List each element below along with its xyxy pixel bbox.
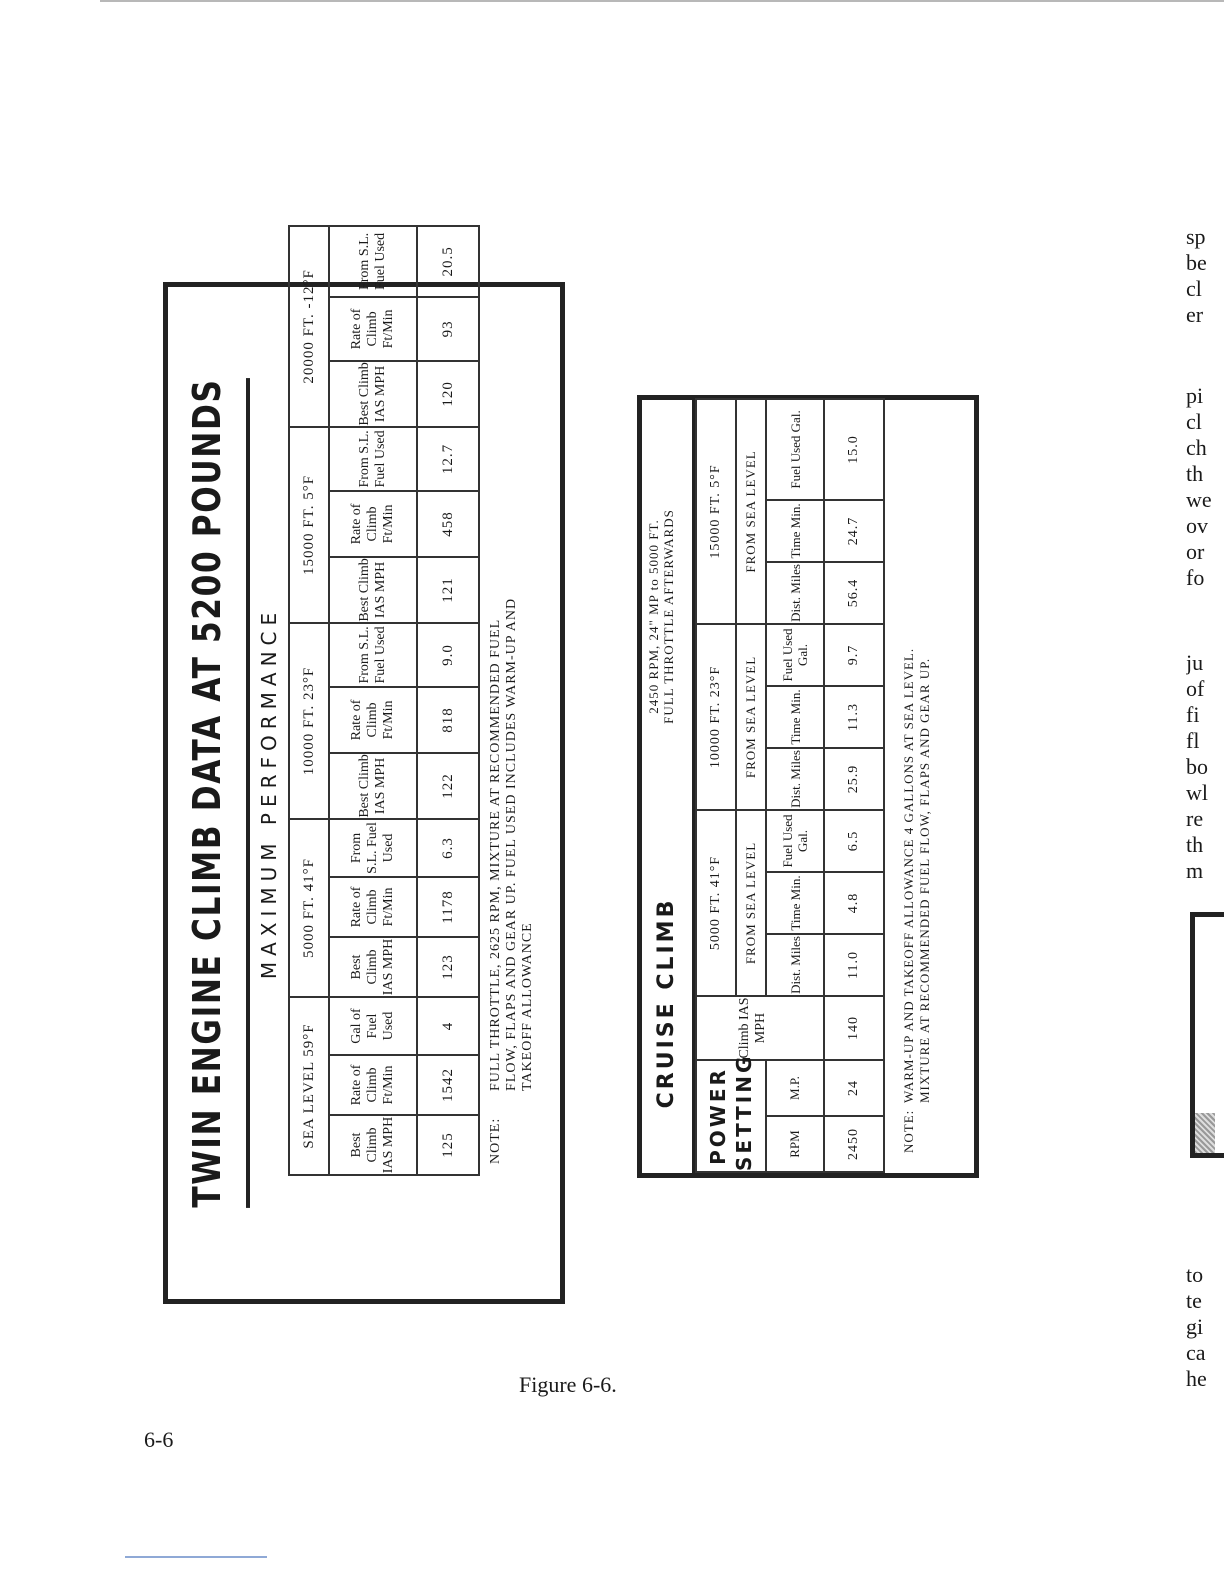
climb-table-title: TWIN ENGINE CLIMB DATA AT 5200 POUNDS [168, 378, 250, 1208]
side-text-line: ch [1186, 435, 1207, 460]
column-header: Dist. Miles [766, 934, 824, 996]
group-header: 5000 FT. 41°F [696, 810, 736, 996]
column-header: Rate of Climb Ft/Min [329, 687, 417, 753]
column-header: Rate of Climb Ft/Min [329, 491, 417, 557]
side-text-line: re [1186, 806, 1204, 831]
from-sea-level: FROM SEA LEVEL [736, 810, 766, 996]
column-header: From S.L. Fuel Used [329, 623, 417, 687]
side-text-block [1186, 1262, 1224, 1392]
table-cell: 4.8 [824, 872, 884, 934]
table-cell: 24.7 [824, 500, 884, 562]
table-cell: 15.0 [824, 399, 884, 500]
climb-grid [288, 225, 480, 1176]
table-cell: 122 [417, 753, 479, 819]
climb-data-table [163, 232, 565, 1304]
side-text-line: fo [1186, 565, 1205, 590]
side-text-line: fi [1186, 702, 1200, 727]
climb-note [480, 287, 536, 1299]
column-header: Dist. Miles [766, 562, 824, 624]
cruise-grid [695, 398, 885, 1173]
table-cell: 2450 [824, 1116, 884, 1172]
side-text-line: m [1186, 858, 1204, 883]
column-header: Rate of Climb Ft/Min [329, 877, 417, 937]
condition-line: FULL THROTTLE AFTERWARDS [661, 509, 676, 724]
side-text-line: to [1186, 1262, 1204, 1287]
side-text-block [1186, 224, 1224, 328]
column-header: Fuel Used Gal. [766, 810, 824, 872]
column-header: Time Min. [766, 686, 824, 748]
group-header: 10000 FT. 23°F [289, 623, 329, 819]
column-header: From S.L. Fuel Used [329, 819, 417, 877]
column-header: From S.L. Fuel Used [329, 427, 417, 491]
cruise-conditions [642, 400, 692, 833]
bottom-rule [125, 1556, 267, 1558]
column-header: Best Climb IAS MPH [329, 937, 417, 997]
table-cell: 20.5 [417, 226, 479, 297]
column-header: Dist. Miles [766, 748, 824, 810]
side-text-line: sp [1186, 224, 1206, 249]
table-cell: 818 [417, 687, 479, 753]
table-cell: 140 [824, 996, 884, 1060]
side-text-line: ca [1186, 1340, 1206, 1365]
group-header: 15000 FT. 5°F [289, 427, 329, 623]
group-header: 10000 FT. 23°F [696, 624, 736, 810]
setting-title: SETTING [732, 1053, 756, 1171]
table-cell: 1542 [417, 1055, 479, 1115]
column-header: Gal of Fuel Used [329, 997, 417, 1055]
column-header: Time Min. [766, 872, 824, 934]
column-header: Best Climb IAS MPH [329, 1115, 417, 1175]
column-header: Rate of Climb Ft/Min [329, 1055, 417, 1115]
group-header: 20000 FT. -12°F [289, 226, 329, 427]
column-header: Best Climb IAS MPH [329, 557, 417, 623]
group-header: SEA LEVEL 59°F [289, 997, 329, 1175]
side-text-line: th [1186, 832, 1204, 857]
group-header: 15000 FT. 5°F [696, 399, 736, 624]
note-label: NOTE: [488, 1117, 503, 1164]
table-cell: 24 [824, 1060, 884, 1116]
side-text-line: cl [1186, 276, 1202, 301]
side-text-line: fl [1186, 728, 1200, 753]
table-cell: 25.9 [824, 748, 884, 810]
side-text-line: we [1186, 487, 1212, 512]
side-text-line: th [1186, 461, 1204, 486]
figure-caption: Figure 6-6. [519, 1372, 617, 1397]
cruise-climb-table [637, 395, 979, 1178]
column-header: Rate of Climb Ft/Min [329, 297, 417, 361]
side-text-line: ju [1186, 650, 1204, 675]
note-text: FULL THROTTLE, 2625 RPM, MIXTURE AT RECOMMENDED FUEL FLOW, FLAPS AND GEAR UP. FUEL USED INCLUDES WARM-UP AND TAKEOFF ALLOWANCE [488, 597, 535, 1091]
side-text-line: cl [1186, 409, 1202, 434]
top-rule [100, 0, 1224, 2]
note-line: MIXTURE AT RECOMMENDED FUEL FLOW, FLAPS AND GEAR UP. [917, 657, 932, 1103]
rpm-header: RPM [766, 1116, 824, 1172]
from-sea-level: FROM SEA LEVEL [736, 624, 766, 810]
table-cell: 9.0 [417, 623, 479, 687]
table-cell: 120 [417, 361, 479, 427]
column-header: From S.L. Fuel Used [329, 226, 417, 297]
cruise-title-row [642, 400, 695, 1173]
table-cell: 56.4 [824, 562, 884, 624]
side-text-line: wl [1186, 780, 1208, 805]
cruise-note [885, 400, 933, 1173]
condition-line: 2450 RPM, 24" MP to 5000 FT. [646, 519, 661, 714]
side-text-line: of [1186, 676, 1205, 701]
side-text-line: gi [1186, 1314, 1204, 1339]
side-text-line: or [1186, 539, 1205, 564]
mp-header: M.P. [766, 1060, 824, 1116]
note-line: WARM-UP AND TAKEOFF ALLOWANCE 4 GALLONS AT SEA LEVEL. [901, 647, 916, 1103]
table-cell: 93 [417, 297, 479, 361]
side-figure-box [1190, 912, 1224, 1158]
side-text-line: he [1186, 1366, 1207, 1391]
column-header: Best Climb IAS MPH [329, 753, 417, 819]
table-cell: 12.7 [417, 427, 479, 491]
table-cell: 11.3 [824, 686, 884, 748]
side-text-block [1186, 383, 1224, 591]
page-number: 6-6 [144, 1427, 174, 1452]
table-cell: 458 [417, 491, 479, 557]
power-title: POWER [706, 1067, 730, 1165]
table-cell: 4 [417, 997, 479, 1055]
side-text-line: ov [1186, 513, 1208, 538]
side-text-line: pi [1186, 383, 1204, 408]
note-label: NOTE: [901, 1109, 916, 1153]
side-text-block [1186, 650, 1224, 884]
cruise-table-title: CRUISE CLIMB [654, 897, 679, 1109]
table-cell: 11.0 [824, 934, 884, 996]
column-header: Time Min. [766, 500, 824, 562]
side-text-line: be [1186, 250, 1207, 275]
side-text-line: er [1186, 302, 1204, 327]
power-setting-header [696, 1053, 766, 1172]
climb-ias-header: Climb IAS MPH [696, 996, 824, 1060]
column-header: Fuel Used Gal. [766, 624, 824, 686]
from-sea-level: FROM SEA LEVEL [736, 399, 766, 624]
table-cell: 9.7 [824, 624, 884, 686]
table-cell: 6.5 [824, 810, 884, 872]
table-cell: 6.3 [417, 819, 479, 877]
group-header: 5000 FT. 41°F [289, 819, 329, 997]
table-cell: 121 [417, 557, 479, 623]
table-cell: 1178 [417, 877, 479, 937]
side-text-line: te [1186, 1288, 1202, 1313]
table-cell: 125 [417, 1115, 479, 1175]
climb-table-subtitle: MAXIMUM PERFORMANCE [257, 606, 281, 980]
table-cell: 123 [417, 937, 479, 997]
column-header: Fuel Used Gal. [766, 399, 824, 500]
column-header: Best Climb IAS MPH [329, 361, 417, 427]
side-text-line: bo [1186, 754, 1208, 779]
